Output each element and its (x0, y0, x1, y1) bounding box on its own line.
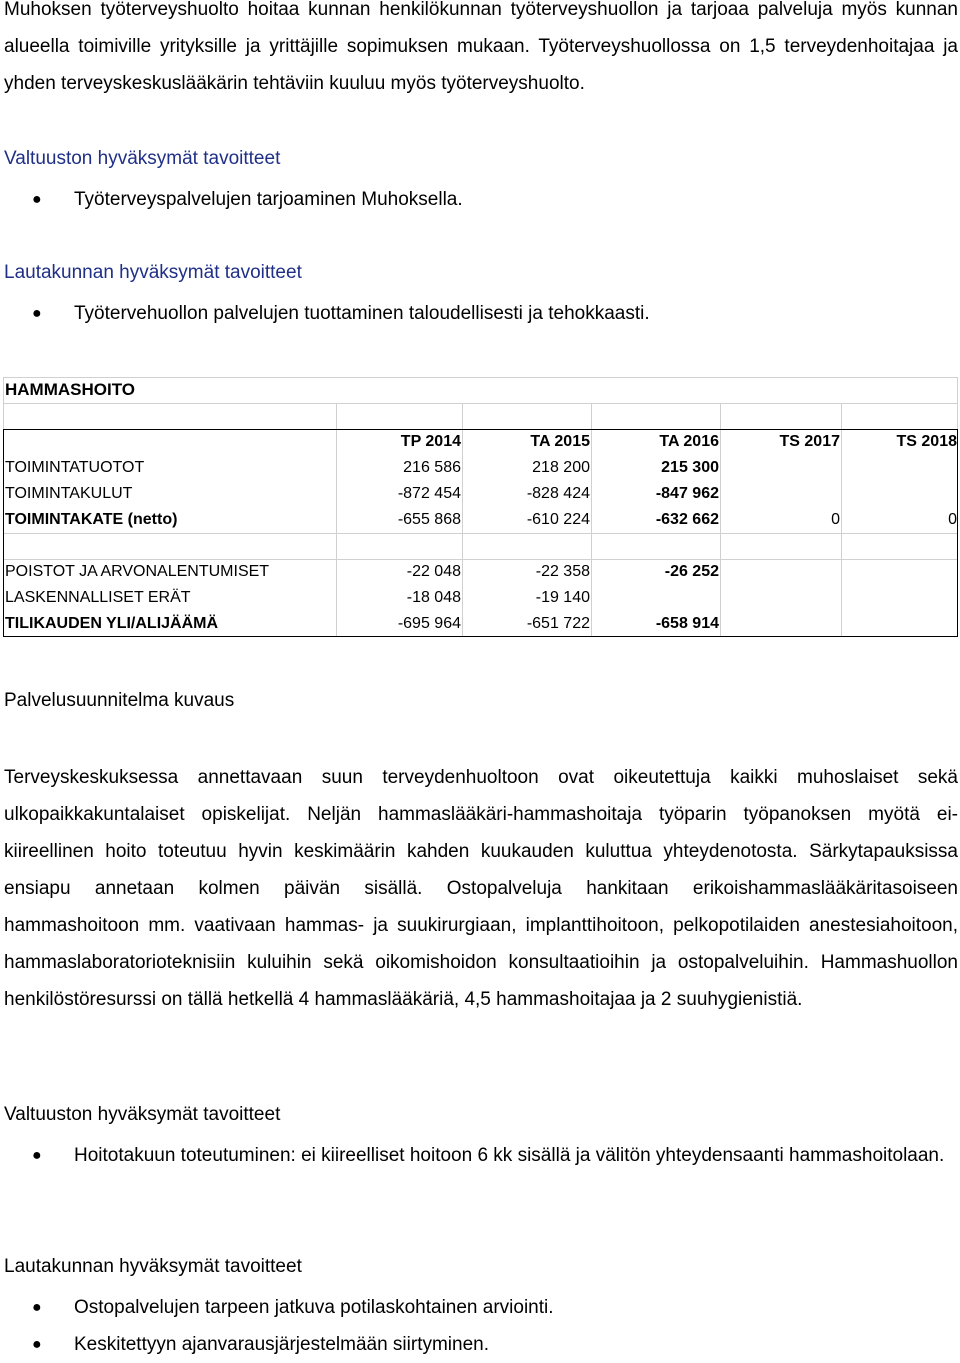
row-label: LASKENNALLISET ERÄT (5, 589, 191, 606)
table-cell: -22 048 (406, 563, 461, 580)
table-cell: 216 586 (403, 459, 461, 476)
board-goal-item-2a (4, 1289, 958, 1326)
bullet-icon: ● (32, 305, 42, 322)
column-header: TS 2017 (779, 433, 840, 450)
council-goal-item (4, 181, 958, 218)
row-label: TOIMINTAKULUT (5, 485, 133, 502)
council-goal-item-2 (4, 1137, 958, 1174)
council-goal-text: Työterveyspalvelujen tarjoaminen Muhoksella. (74, 189, 463, 210)
table-cell: -695 964 (397, 615, 461, 632)
table-cell (720, 611, 841, 637)
board-goals-heading: Lautakunnan hyväksymät tavoitteet (4, 262, 302, 283)
table-cell (841, 481, 958, 507)
table-cell: -658 914 (655, 615, 719, 632)
table-cell: -828 424 (526, 485, 590, 502)
table-cell: -26 252 (664, 563, 719, 580)
bullet-icon: ● (32, 1299, 42, 1316)
row-label: TOIMINTAKATE (netto) (5, 511, 178, 528)
table-cell (841, 559, 958, 585)
board-goal-text-2b: Keskitettyyn ajanvarausjärjestelmään siirtyminen. (74, 1334, 490, 1355)
column-header: TA 2015 (530, 433, 590, 450)
table-cell: -19 140 (535, 589, 590, 606)
table-cell: -847 962 (655, 485, 719, 502)
table-cell: -610 224 (526, 511, 590, 528)
table-cell: 0 (831, 511, 840, 528)
table-cell (720, 455, 841, 481)
table-header-row (3, 429, 958, 455)
table-cell (841, 611, 958, 637)
table-row (3, 455, 958, 481)
table-cell: -651 722 (526, 615, 590, 632)
column-header: TS 2018 (896, 433, 957, 450)
council-goals-heading: Valtuuston hyväksymät tavoitteet (4, 148, 281, 169)
bullet-icon: ● (32, 1147, 42, 1164)
row-label: TILIKAUDEN YLI/ALIJÄÄMÄ (5, 615, 219, 632)
table-title: HAMMASHOITO (5, 380, 136, 399)
board-goal-item-2b (4, 1326, 958, 1363)
table-cell: -18 048 (406, 589, 461, 606)
table-row (3, 507, 958, 533)
council-goal-text-2: Hoitotakuun toteutuminen: ei kiireelliset hoitoon 6 kk sisällä ja välitön yhteydensaanti hammashoitolaan. (74, 1145, 945, 1166)
table-row (3, 611, 958, 637)
table-cell: -655 868 (397, 511, 461, 528)
table-cell (591, 585, 720, 611)
table-cell (841, 585, 958, 611)
table-row (3, 559, 958, 585)
table-cell (720, 559, 841, 585)
table-cell: 218 200 (532, 459, 590, 476)
table-cell: 215 300 (661, 459, 719, 476)
table-cell: -632 662 (655, 511, 719, 528)
board-goals-heading-2: Lautakunnan hyväksymät tavoitteet (4, 1256, 302, 1277)
bullet-icon: ● (32, 1336, 42, 1353)
table-cell (720, 481, 841, 507)
table-cell (720, 585, 841, 611)
column-header: TA 2016 (659, 433, 719, 450)
table-row (3, 481, 958, 507)
table-row (3, 585, 958, 611)
column-header: TP 2014 (400, 433, 461, 450)
service-plan-paragraph: Terveyskeskuksessa annettavaan suun terveydenhuoltoon ovat oikeutettuja kaikki muhoslaiset sekä ulkopaikkakuntalaiset opiskelijat. Neljän hammaslääkäri-hammashoitaja työparin työpanoksen myötä ei-kiireellinen hoito toteutuu hyvin keskimäärin kahden kuukauden kuluttua yhteydenotosta. Särkytapauksissa ensiapu annetaan kolmen päivän sisällä. Ostopalveluja hankitaan erikoishammaslääkäritasoiseen hammashoitoon mm. vaativaan hammas- ja suukirurgiaan, implanttihoitoon, pelkopotilaiden anestesiahoitoon, hammaslaboratorioteknisiin kuluihin sekä oikomishoidon konsultaatioihin ja ostopalveluihin. Hammashuollon henkilöstöresurssi on tällä hetkellä 4 hammaslääkäriä, 4,5 hammashoitajaa ja 2 suuhygienistiä. (4, 767, 958, 1010)
row-label: POISTOT JA ARVONALENTUMISET (5, 563, 270, 580)
board-goal-item (4, 295, 958, 332)
service-plan-heading: Palvelusuunnitelma kuvaus (4, 690, 235, 711)
bullet-icon: ● (32, 191, 42, 208)
table-cell (841, 455, 958, 481)
row-label: TOIMINTATUOTOT (5, 459, 145, 476)
table-cell: -22 358 (535, 563, 590, 580)
board-goal-text: Työtervehuollon palvelujen tuottaminen taloudellisesti ja tehokkaasti. (74, 303, 650, 324)
board-goal-text-2a: Ostopalvelujen tarpeen jatkuva potilaskohtainen arviointi. (74, 1297, 554, 1318)
table-cell: 0 (948, 511, 957, 528)
intro-paragraph: Muhoksen työterveyshuolto hoitaa kunnan henkilökunnan työterveyshuollon ja tarjoaa palveluja myös kunnan alueella toimiville yrityksille ja yrittäjille sopimuksen mukaan. Työterveyshuollossa on 1,5 terveydenhoitajaa ja yhden terveyskeskuslääkärin tehtäviin kuuluu myös työterveyshuolto. (4, 0, 958, 94)
table-cell: -872 454 (397, 485, 461, 502)
council-goals-heading-2: Valtuuston hyväksymät tavoitteet (4, 1104, 281, 1125)
